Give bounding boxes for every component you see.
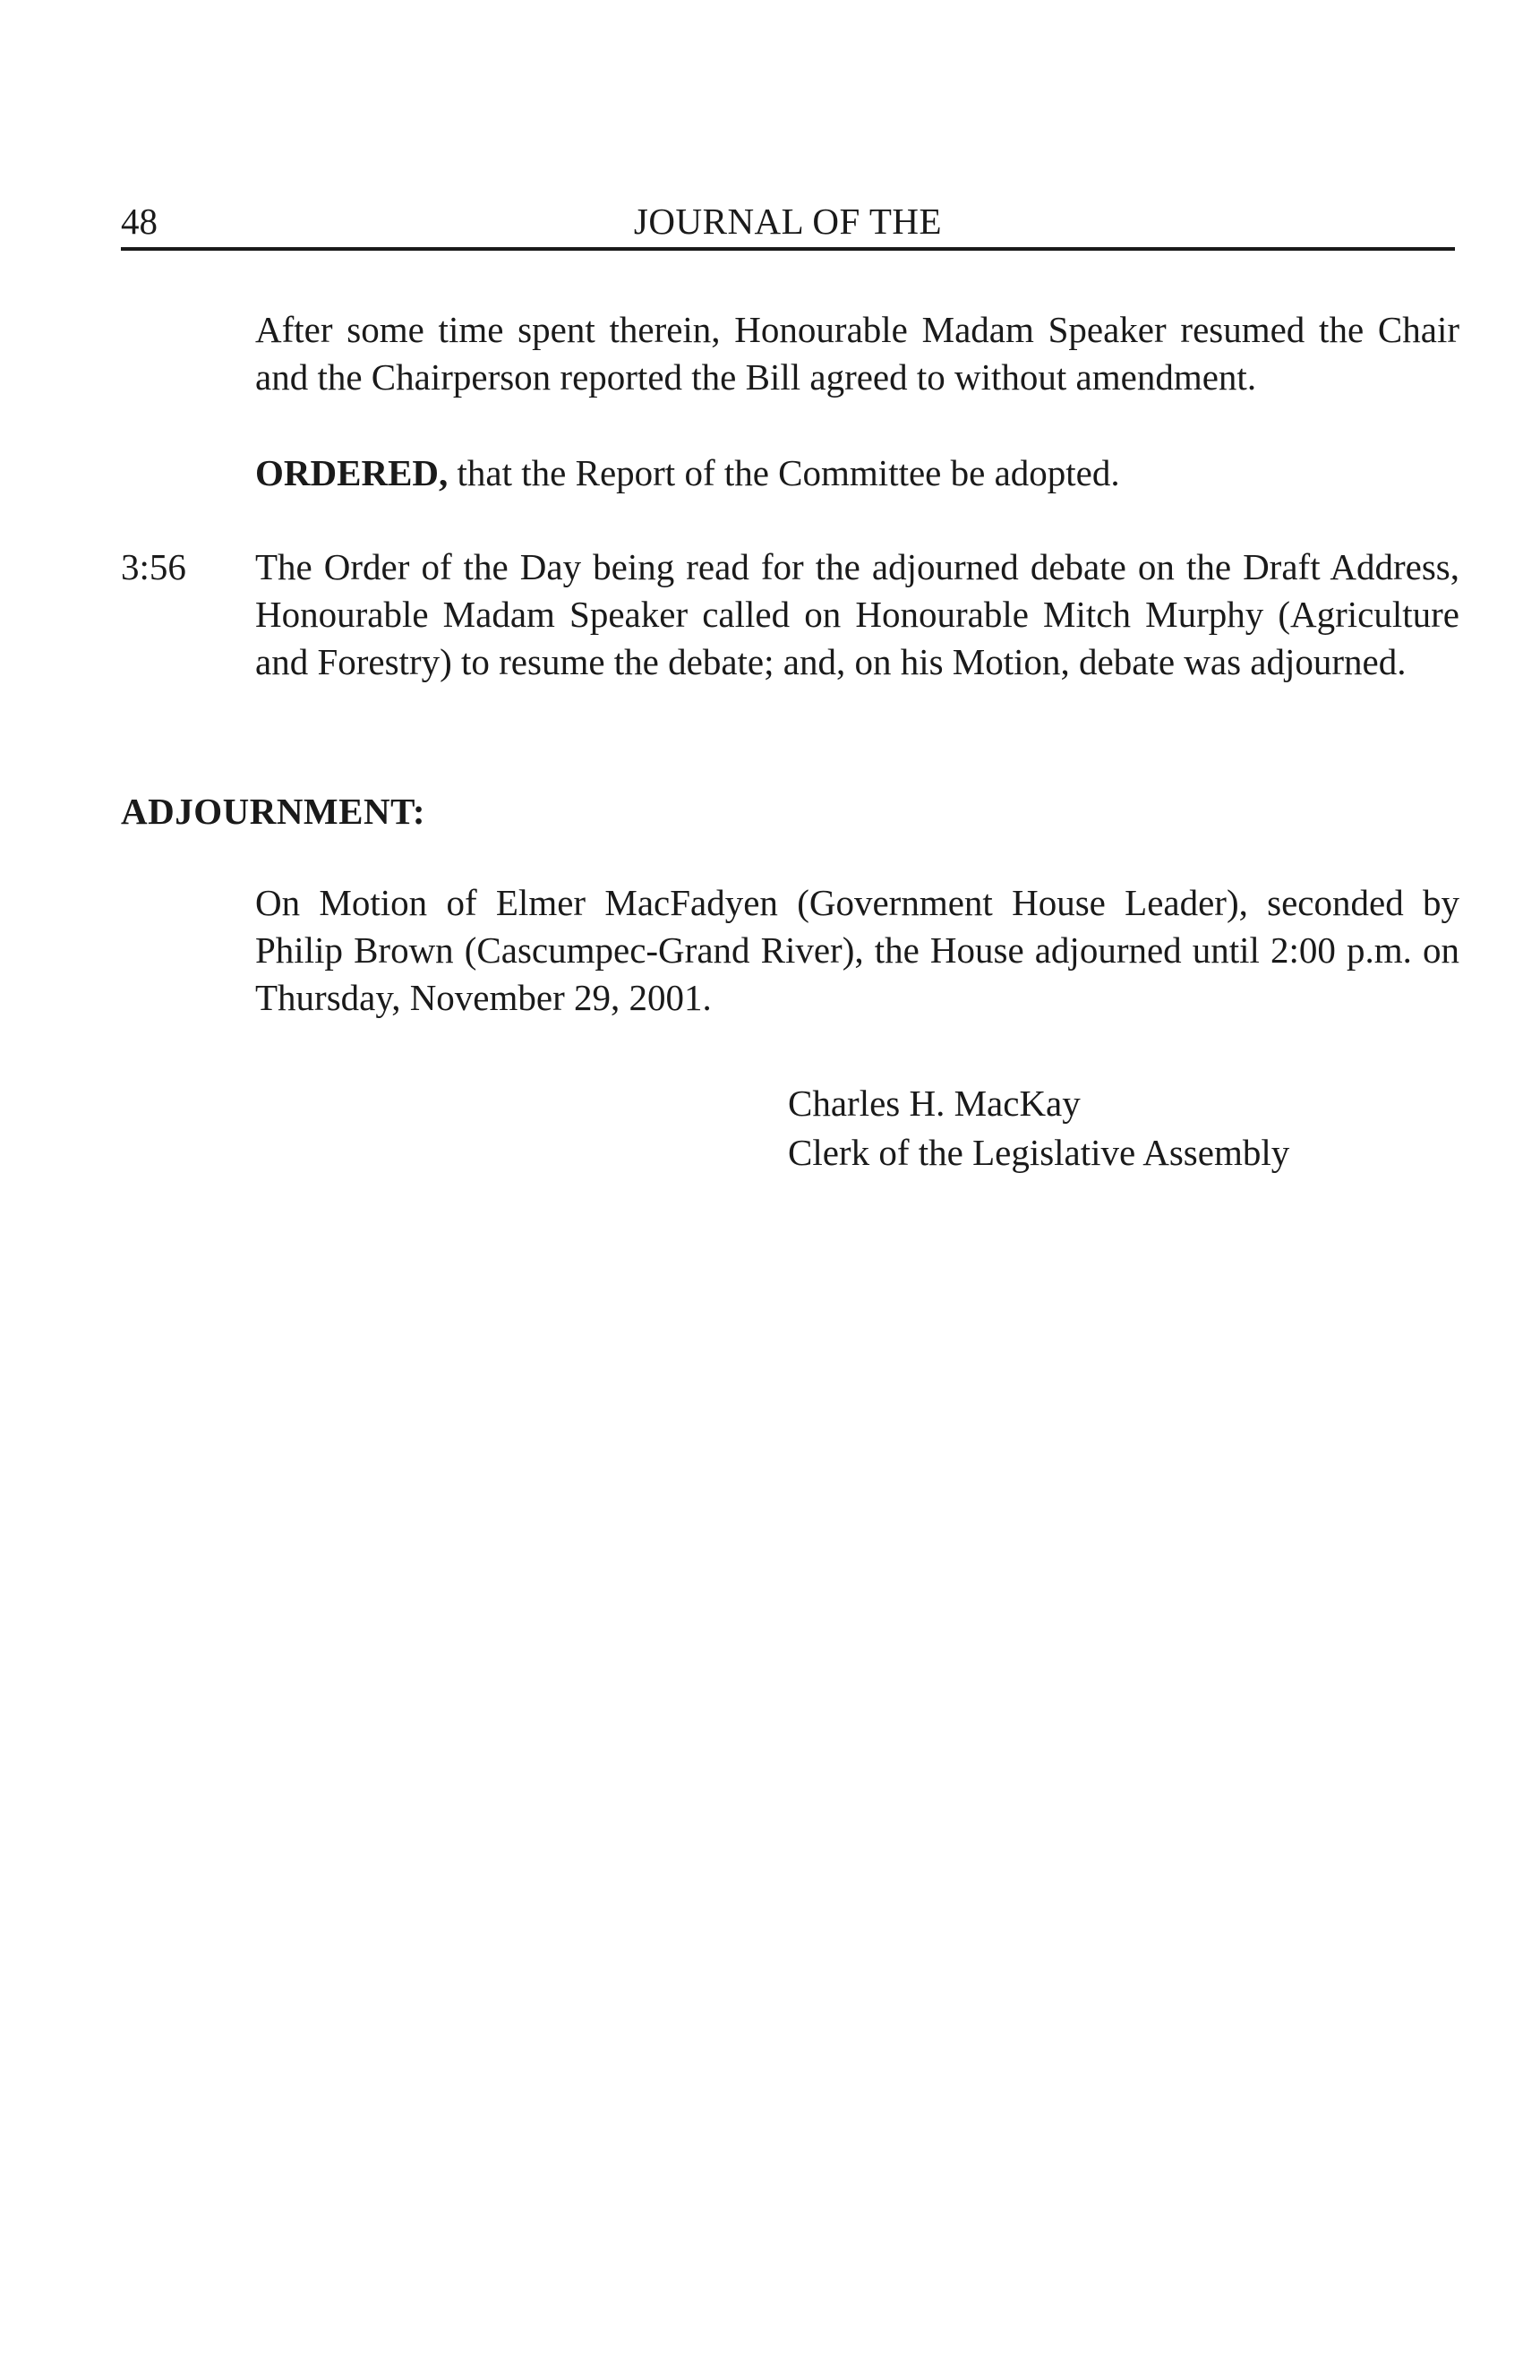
signature-block [788,1079,1289,1177]
ordered-paragraph [255,449,1459,497]
committee-report-paragraph: After some time spent therein, Honourable Madam Speaker resumed the Chair and the Chairperson reported the Bill agreed to without amendment. [255,309,1459,398]
running-head: JOURNAL OF THE [633,201,943,242]
signatory-name: Charles H. MacKay [788,1083,1081,1124]
order-of-day-paragraph: The Order of the Day being read for the adjourned debate on the Draft Address, Honourable Madam Speaker called on Honourable Mitch Murphy (Agriculture and Forestry) to resume the debate; and, on his Motion, debate was adjourned. [255,546,1459,682]
ordered-label: ORDERED, [255,452,449,493]
time-label: 3:56 [121,546,186,587]
page-number: 48 [121,201,158,242]
adjournment-paragraph: On Motion of Elmer MacFadyen (Government House Leader), seconded by Philip Brown (Cascumpec-Grand River), the House adjourned until 2:00 p.m. on Thursday, November 29, 2001. [255,882,1459,1018]
signatory-title: Clerk of the Legislative Assembly [788,1132,1290,1173]
adjournment-heading: ADJOURNMENT: [121,791,426,832]
page-header [121,195,1455,251]
ordered-text: that the Report of the Committee be adopted. [448,452,1120,493]
